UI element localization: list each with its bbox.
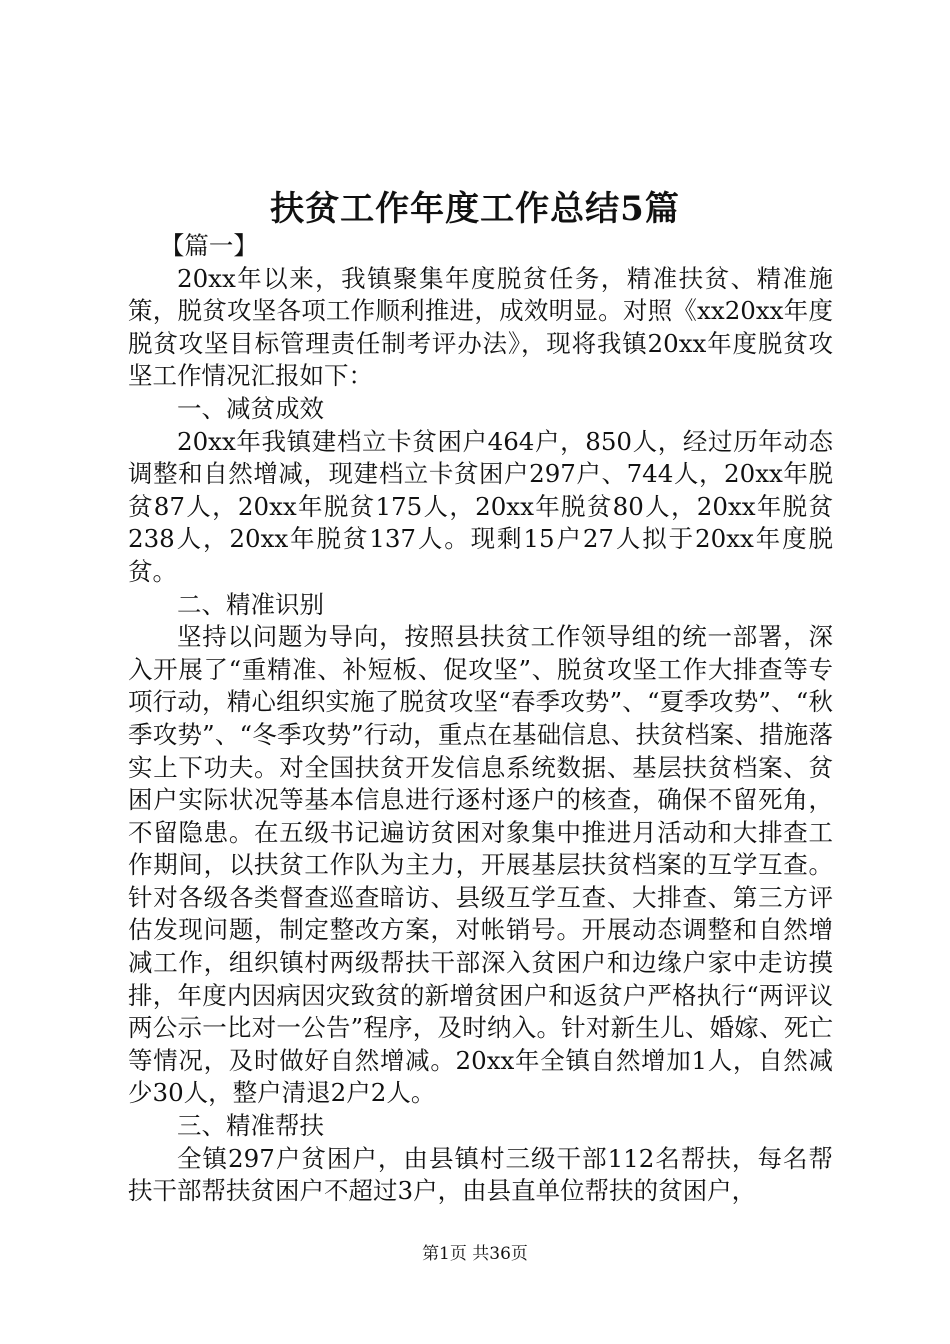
page-footer: 第1页 共36页 (422, 1244, 528, 1264)
heading-poverty-reduction: 一、减贫成效 (177, 393, 324, 423)
paragraph-precise-identification: 坚持以问题为导向，按照县扶贫工作领导组的统一部署，深入开展了“重精准、补短板、促攻坚”、脱贫攻坚工作大排查等专项行动，精心组织实施了脱贫攻坚“春季攻势”、“夏季攻势”、“秋季攻势”、“冬季攻势”行动，重点在基础信息、扶贫档案、措施落实上下功夫。对全国扶贫开发信息系统数据、基层扶贫档案、贫困户实际状况等基本信息进行逐村逐户的核查，确保不留死角，不留隐患。在五级书记遍访贫困对象集中推进月活动和大排查工作期间，以扶贫工作队为主力，开展基层扶贫档案的互学互查。针对各级各类督查巡查暗访、县级互学互查、大排查、第三方评估发现问题，制定整改方案，对帐销号。开展动态调整和自然增减工作，组织镇村两级帮扶干部深入贫困户和边缘户家中走访摸排，年度内因病因灾致贫的新增贫困户和返贫户严格执行“两评议两公示一比对一公告”程序，及时纳入。针对新生儿、婚嫁、死亡等情况，及时做好自然增减。20xx年全镇自然增加1人，自然减少30人，整户清退2户2人。 (128, 622, 833, 1108)
paragraph-precise-assistance: 全镇297户贫困户，由县镇村三级干部112名帮扶，每名帮扶干部帮扶贫困户不超过3户，由县直单位帮扶的贫困户， (128, 1143, 833, 1206)
heading-precise-assistance: 三、精准帮扶 (177, 1111, 324, 1141)
document-title: 扶贫工作年度工作总结5篇 (270, 189, 680, 229)
heading-precise-identification: 二、精准识别 (177, 589, 324, 619)
section-label: 【篇一】 (159, 231, 258, 260)
document-body (128, 230, 833, 1208)
paragraph-intro: 20xx年以来，我镇聚集年度脱贫任务，精准扶贫、精准施策，脱贫攻坚各项工作顺利推进，成效明显。对照《xx20xx年度脱贫攻坚目标管理责任制考评办法》，现将我镇20xx年度脱贫攻坚工作情况汇报如下： (128, 263, 833, 391)
paragraph-poverty-reduction: 20xx年我镇建档立卡贫困户464户，850人，经过历年动态调整和自然增减，现建档立卡贫困户297户、744人，20xx年脱贫87人，20xx年脱贫175人，20xx年脱贫80人，20xx年脱贫238人，20xx年脱贫137人。现剩15户27人拟于20xx年度脱贫。 (128, 426, 833, 586)
